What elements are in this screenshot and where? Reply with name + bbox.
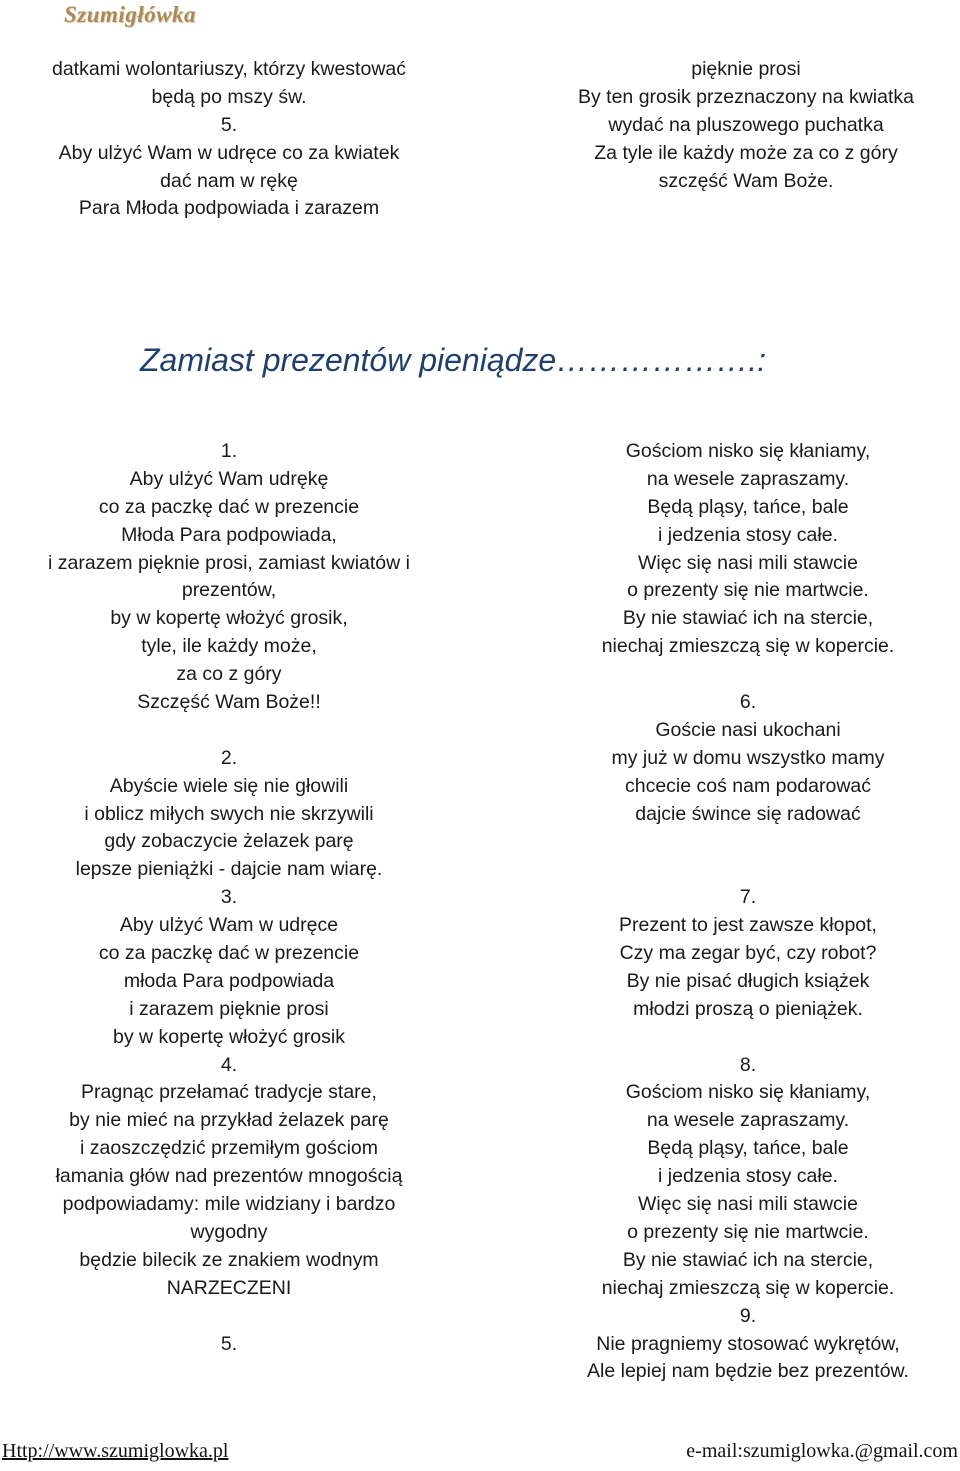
poem-line: by nie mieć na przykład żelazek parę: [69, 1109, 389, 1132]
poem-line: Goście nasi ukochani: [655, 718, 841, 741]
poem-line: będzie bilecik ze znakiem wodnym: [79, 1248, 379, 1271]
poem-line: dać nam w rękę: [160, 169, 298, 192]
poem-line: Pragnąc przełamać tradycje stare,: [81, 1081, 377, 1104]
poem-line: [532, 1024, 960, 1052]
poem-line: pięknie prosi: [691, 58, 801, 80]
poem-line: Aby ulżyć Wam w udręce co za kwiatek: [58, 141, 400, 164]
poem-line: lepsze pieniążki - dajcie nam wiarę.: [75, 858, 383, 881]
poem-line: młodzi proszą o pieniążek.: [633, 997, 863, 1020]
poem-line: Za tyle ile każdy może za co z góry: [594, 141, 898, 164]
poem-line: Gościom nisko się kłaniamy,: [625, 1081, 871, 1104]
poem-column-left: [0, 438, 458, 1358]
poem-line: Szczęść Wam Boże!!: [137, 691, 321, 714]
poem-line: [0, 1303, 458, 1331]
poem-line: Więc się nasi mili stawcie: [638, 1193, 858, 1216]
poem-line: i jedzenia stosy całe.: [658, 523, 838, 546]
poem-line: co za paczkę dać w prezencie: [98, 942, 360, 965]
poem-line: łamania głów nad prezentów mnogością: [55, 1165, 403, 1188]
poem-line: i jedzenia stosy całe.: [658, 1165, 838, 1188]
poem-line: co za paczkę dać w prezencie: [98, 495, 360, 518]
poem-line: [0, 717, 458, 745]
poem-line: 6.: [739, 691, 757, 714]
poem-line: chcecie coś nam podarować: [624, 774, 872, 797]
poem-line: 1.: [220, 440, 238, 462]
poem-line: i zarazem pięknie prosi, zamiast kwiatów i: [48, 551, 410, 574]
poem-line: 7.: [739, 886, 757, 909]
section-heading: Zamiast prezentów pieniądze……………….:: [140, 342, 766, 378]
poem-line: na wesele zapraszamy.: [646, 467, 850, 490]
poem-line: za co z góry: [176, 663, 282, 686]
poem-line: 3.: [220, 886, 238, 909]
poem-line: By ten grosik przeznaczony na kwiatka: [578, 85, 914, 108]
poem-line: i zarazem pięknie prosi: [129, 997, 329, 1020]
poem-line: Gościom nisko się kłaniamy,: [625, 440, 871, 462]
poem-line: tyle, ile każdy może,: [141, 635, 317, 658]
poem-line: Młoda Para podpowiada,: [121, 523, 337, 546]
poem-line: 9.: [739, 1304, 757, 1327]
poem-line: By nie stawiać ich na stercie,: [622, 1248, 874, 1271]
poem-line: [532, 828, 960, 856]
poem-line: By nie stawiać ich na stercie,: [622, 607, 874, 630]
poem-line: Aby ulżyć Wam udrękę: [129, 467, 329, 490]
poem-line: NARZECZENI: [166, 1276, 292, 1299]
poem-line: niechaj zmieszczą się w kopercie.: [601, 635, 895, 658]
poem-line: 8.: [739, 1053, 757, 1076]
footer-website-link[interactable]: Http://www.szumiglowka.pl: [2, 1440, 229, 1462]
poem-line: Ale lepiej nam będzie bez prezentów.: [587, 1360, 909, 1383]
poem-line: by w kopertę włożyć grosik,: [110, 607, 348, 630]
poem-line: 4.: [220, 1053, 238, 1076]
poem-line: i zaoszczędzić przemiłym gościom: [80, 1137, 378, 1160]
poem-line: Prezent to jest zawsze kłopot,: [619, 914, 877, 937]
poem-line: 5.: [220, 113, 238, 136]
poem-line: [532, 661, 960, 689]
poem-column-right: [532, 438, 960, 1386]
poem-line: o prezenty się nie martwcie.: [627, 579, 869, 602]
poem-line: Będą pląsy, tańce, bale: [647, 495, 849, 518]
poem-line: młoda Para podpowiada: [123, 969, 335, 992]
poem-line: Będą pląsy, tańce, bale: [647, 1137, 849, 1160]
poem-line: By nie pisać długich książek: [626, 969, 870, 992]
poem-top-left: [0, 56, 458, 223]
poem-line: prezentów,: [181, 579, 277, 602]
footer-email: e-mail:szumiglowka.@gmail.com: [686, 1440, 958, 1462]
poem-line: podpowiadamy: mile widziany i bardzo: [62, 1193, 396, 1216]
poem-line: gdy zobaczycie żelazek parę: [104, 830, 354, 853]
poem-line: datkami wolontariuszy, którzy kwestować: [51, 58, 406, 80]
poem-line: Abyście wiele się nie głowili: [109, 774, 349, 797]
poem-line: 2.: [220, 746, 238, 769]
poem-top-right: [530, 56, 960, 195]
poem-line: Czy ma zegar być, czy robot?: [619, 942, 877, 965]
poem-line: wydać na pluszowego puchatka: [608, 113, 884, 136]
poem-line: na wesele zapraszamy.: [646, 1109, 850, 1132]
poem-line: by w kopertę włożyć grosik: [113, 1025, 345, 1048]
poem-line: niechaj zmieszczą się w kopercie.: [601, 1276, 895, 1299]
poem-line: Aby ulżyć Wam w udręce: [119, 914, 339, 937]
poem-line: będą po mszy św.: [151, 85, 307, 108]
poem-line: dajcie śwince się radować: [635, 802, 861, 825]
poem-line: 5.: [220, 1332, 238, 1355]
poem-line: szczęść Wam Boże.: [658, 169, 834, 192]
poem-line: my już w domu wszystko mamy: [611, 746, 885, 769]
poem-line: o prezenty się nie martwcie.: [627, 1220, 869, 1243]
poem-line: i oblicz miłych swych nie skrzywili: [84, 802, 374, 825]
poem-line: wygodny: [190, 1220, 268, 1243]
poem-line: Para Młoda podpowiada i zarazem: [78, 197, 380, 220]
poem-line: [532, 856, 960, 884]
poem-line: Nie pragniemy stosować wykrętów,: [596, 1332, 900, 1355]
poem-line: Więc się nasi mili stawcie: [638, 551, 858, 574]
site-logo-text: Szumigłówka: [64, 2, 197, 27]
